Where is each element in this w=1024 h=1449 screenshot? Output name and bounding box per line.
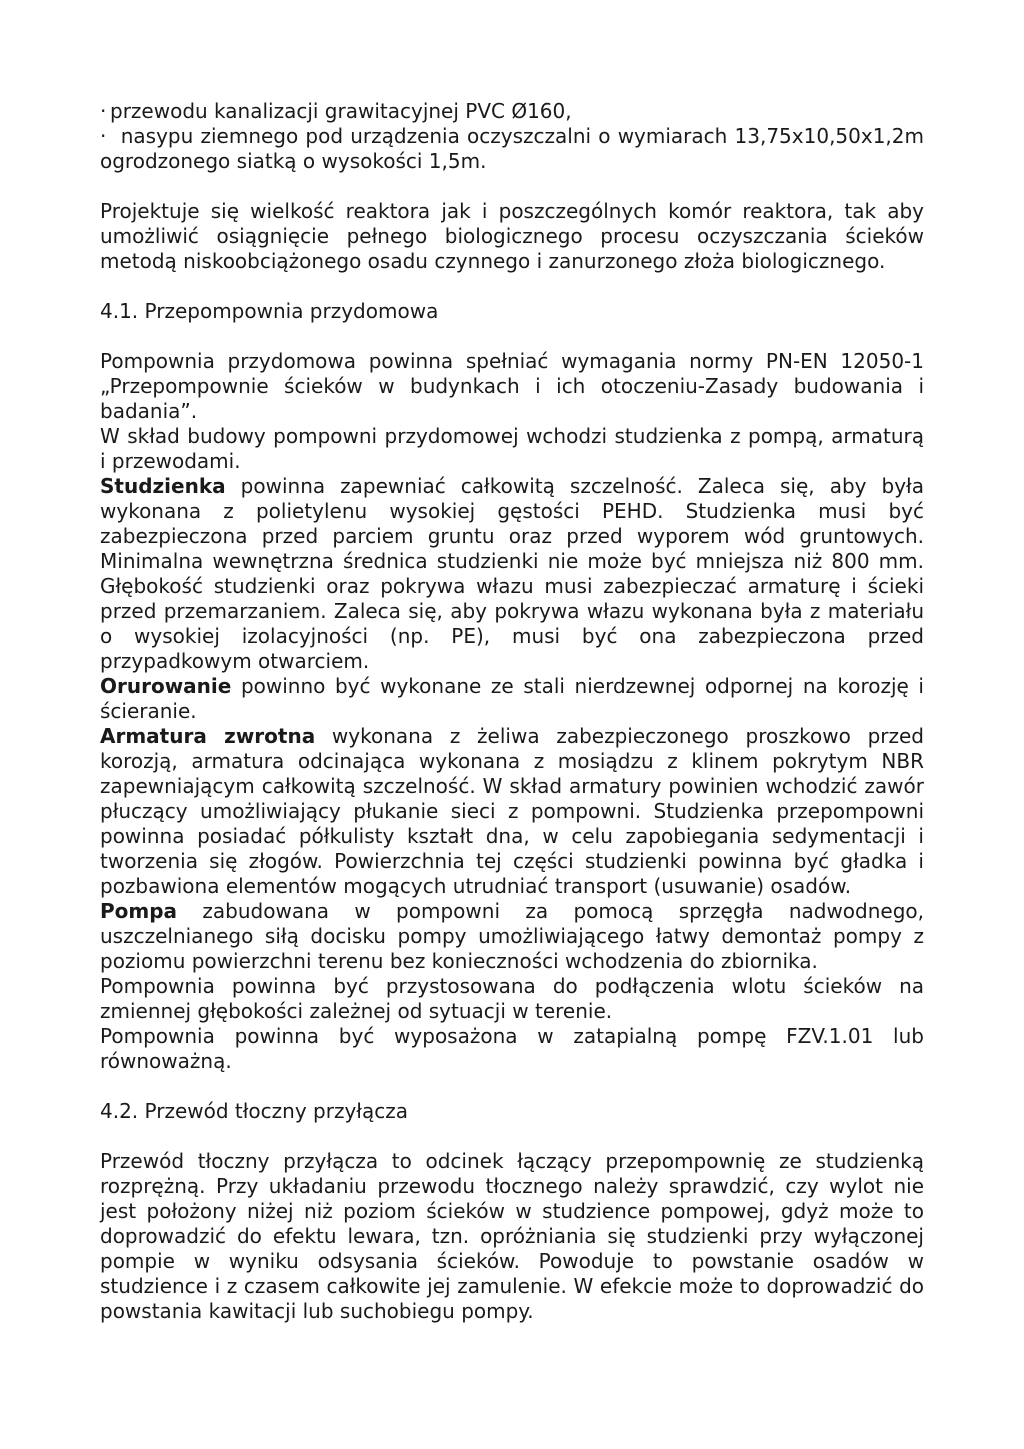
intro-paragraph: Projektuje się wielkość reaktora jak i poszczególnych komór reaktora, tak aby umożliwić osiągnięcie pełnego biologicznego procesu oczyszczania ścieków metodą niskoobciążonego osadu czynnego i zanurzonego złoża biologicznego.: [100, 199, 924, 273]
paragraph: Przewód tłoczny przyłącza to odcinek łączący przepompownię ze studzienką rozprężną. Przy układaniu przewodu tłocznego należy sprawdzić, czy wylot nie jest położony niżej niż poziom ścieków w studzience pompowej, gdyż może to doprowadzić do efektu lewara, tzn. opróżniania się studzienki przy wyłączonej pompie w wyniku odsysania ścieków. Powoduje to powstanie osadów w studzience i z czasem całkowite jej zamulenie. W efekcie może to doprowadzić do powstania kawitacji lub suchobiegu pompy.: [100, 1149, 924, 1323]
bullet-text: przewodu kanalizacji grawitacyjnej PVC Ø160,: [110, 99, 572, 123]
bullet-text: nasypu ziemnego pod urządzenia oczyszczalni o wymiarach 13,75x10,50x1,2m ogrodzonego siatką o wysokości 1,5m.: [100, 124, 924, 173]
paragraph-armatura: [100, 724, 924, 899]
term-text: wykonana z żeliwa zabezpieczonego proszkowo przed korozją, armatura odcinająca wykonana z mosiądzu z klinem pokrytym NBR zapewniającym całkowitą szczelność. W skład armatury powinien wchodzić zawór płuczący umożliwiający płukanie sieci z pompowni. Studzienka przepompowni powinna posiadać półkulisty kształt dna, w celu zapobiegania sedymentacji i tworzenia się złogów. Powierzchnia tej części studzienki powinna być gładka i pozbawiona elementów mogących utrudniać transport (usuwanie) osadów.: [100, 724, 924, 898]
paragraph-pompa: [100, 899, 924, 974]
section-heading: 4.2. Przewód tłoczny przyłącza: [100, 1099, 408, 1123]
term-label: Studzienka: [100, 474, 226, 498]
document-page: [100, 99, 924, 1324]
term-label: Armatura zwrotna: [100, 724, 316, 748]
list-item: [100, 99, 924, 124]
bullet-icon: ·: [100, 99, 107, 123]
term-label: Orurowanie: [100, 674, 232, 698]
section-heading: 4.1. Przepompownia przydomowa: [100, 299, 439, 323]
paragraph: Pompownia przydomowa powinna spełniać wymagania normy PN-EN 12050-1 „Przepompownie ścieków w budynkach i ich otoczeniu-Zasady budowania i badania”.: [100, 349, 924, 423]
list-item: [100, 124, 924, 174]
term-label: Pompa: [100, 899, 178, 923]
paragraph-studzienka: [100, 474, 924, 674]
term-text: powinno być wykonane ze stali nierdzewnej odpornej na korozję i ścieranie.: [100, 674, 924, 723]
paragraph: Pompownia powinna być wyposażona w zatapialną pompę FZV.1.01 lub równoważną.: [100, 1024, 924, 1073]
term-text: powinna zapewniać całkowitą szczelność. Zaleca się, aby była wykonana z polietylenu wysokiej gęstości PEHD. Studzienka musi być zabezpieczona przed parciem gruntu oraz przed wyporem wód gruntowych. Minimalna wewnętrzna średnica studzienki nie może być mniejsza niż 800 mm. Głębokość studzienki oraz pokrywa włazu musi zabezpieczać armaturę i ścieki przed przemarzaniem. Zaleca się, aby pokrywa włazu wykonana była z materiału o wysokiej izolacyjności (np. PE), musi być ona zabezpieczona przed przypadkowym otwarciem.: [100, 474, 924, 673]
term-text: zabudowana w pompowni za pomocą sprzęgła nadwodnego, uszczelnianego siłą docisku pompy umożliwiającego łatwy demontaż pompy z poziomu powierzchni terenu bez konieczności wchodzenia do zbiornika.: [100, 899, 924, 973]
paragraph-orurowanie: [100, 674, 924, 724]
bullet-icon: ·: [100, 124, 121, 148]
paragraph: Pompownia powinna być przystosowana do podłączenia wlotu ścieków na zmiennej głębokości zależnej od sytuacji w terenie.: [100, 974, 924, 1023]
paragraph: W skład budowy pompowni przydomowej wchodzi studzienka z pompą, armaturą i przewodami.: [100, 424, 924, 473]
